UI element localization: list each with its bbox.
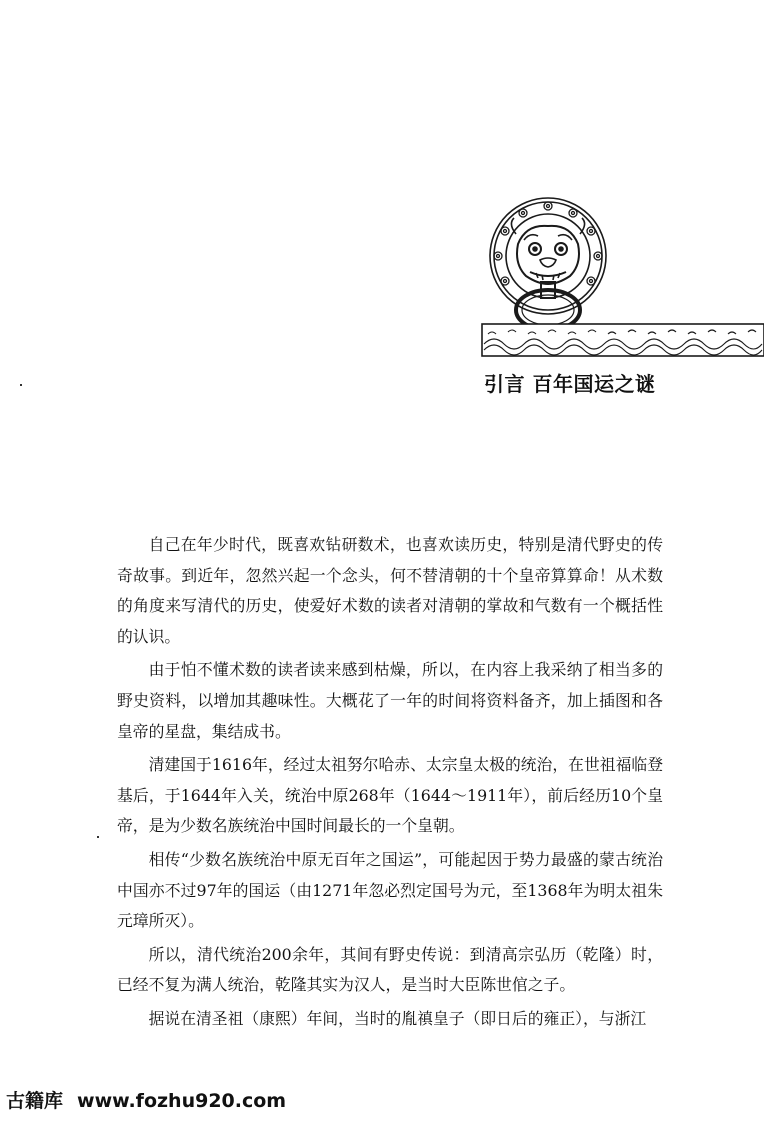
watermark-url: www.fozhu920.com (77, 1090, 287, 1112)
paragraph: 相传“少数名族统治中原无百年之国运”，可能起因于势力最盛的蒙古统治中国亦不过97年的国运（由1271年忽必烈定国号为元，至1368年为明太祖朱元璋所灭）。 (117, 849, 663, 931)
paragraph: 据说在清圣祖（康熙）年间，当时的胤禛皇子（即日后的雍正），与浙江 (148, 1008, 647, 1028)
body-text (117, 530, 663, 1038)
watermark (6, 1086, 300, 1113)
door-knocker-ornament-icon (478, 194, 764, 359)
paragraph: 清建国于1616年，经过太祖努尔哈赤、太宗皇太极的统治，在世祖福临登基后，于1644年入关，统治中原268年（1644～1911年），前后经历10个皇帝，是为少数名族统治中国时间最长的一个皇朝。 (117, 755, 663, 836)
paragraph: 由于怕不懂术数的读者读来感到枯燥，所以，在内容上我采纳了相当多的野史资料，以增加其趣味性。大概花了一年的时间将资料备齐，加上插图和各皇帝的星盘，集结成书。 (117, 660, 663, 741)
scan-speck (20, 384, 22, 386)
chapter-title: 引言 百年国运之谜 (484, 372, 656, 396)
watermark-site-name: 古籍库 (6, 1090, 64, 1112)
scan-speck (97, 836, 99, 838)
paragraph: 自己在年少时代，既喜欢钻研数术，也喜欢读历史，特别是清代野史的传奇故事。到近年，忽然兴起一个念头，何不替清朝的十个皇帝算算命！从术数的角度来写清代的历史，使爱好术数的读者对清朝的掌故和气数有一个概括性的认识。 (117, 535, 663, 646)
paragraph: 所以，清代统治200余年，其间有野史传说：到清高宗弘历（乾隆）时，已经不复为满人统治，乾隆其实为汉人，是当时大臣陈世倌之子。 (117, 944, 663, 995)
